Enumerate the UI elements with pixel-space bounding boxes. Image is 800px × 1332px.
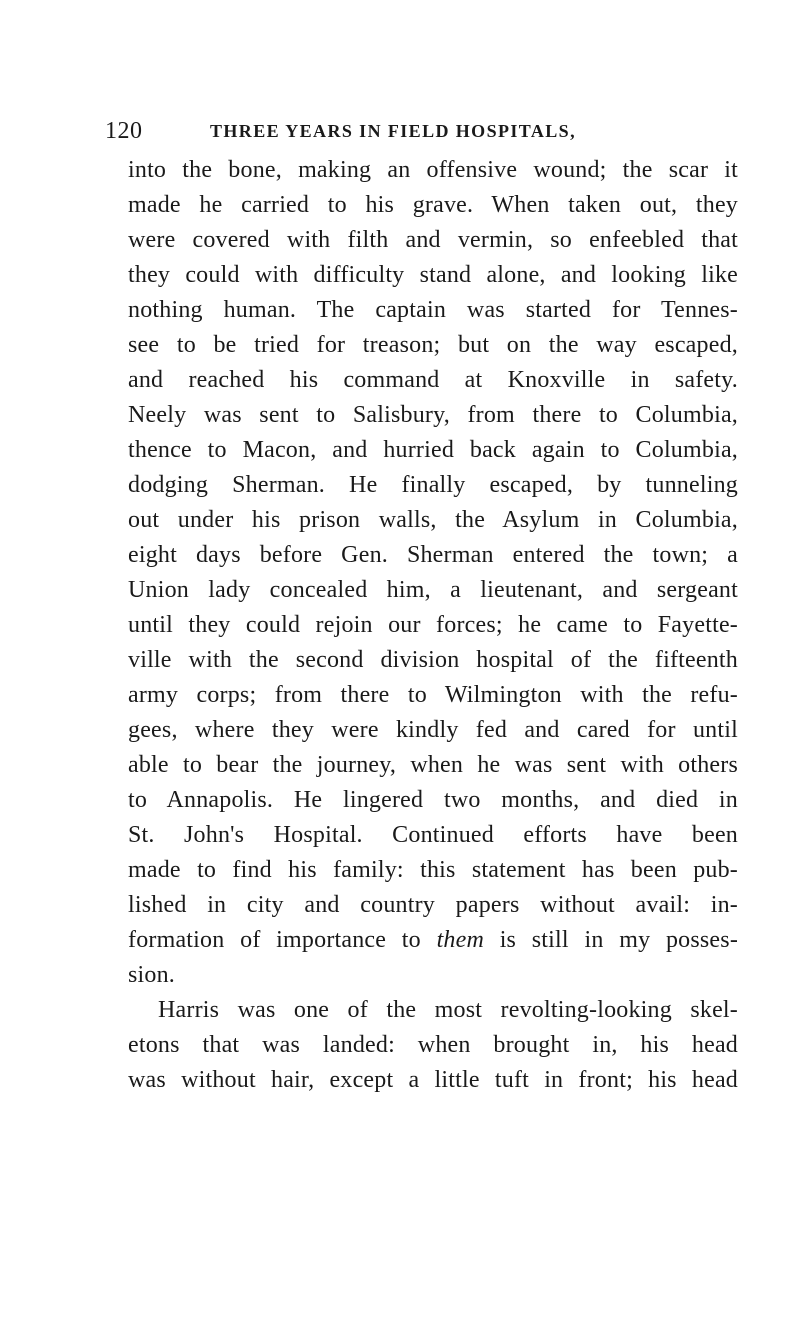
- text-line: nothing human. The captain was started for Tennes-: [128, 297, 738, 323]
- text-line-paragraph-start: Harris was one of the most revolting-looking skel-: [158, 997, 738, 1023]
- text-line: St. John's Hospital. Continued efforts have been: [128, 822, 738, 848]
- body-text: [128, 153, 738, 1098]
- text-line: thence to Macon, and hurried back again to Columbia,: [128, 437, 738, 463]
- text-line: eight days before Gen. Sherman entered the town; a: [128, 542, 738, 568]
- text-line: into the bone, making an offensive wound; the scar it: [128, 157, 738, 183]
- text-segment: formation of importance to: [128, 927, 437, 953]
- page-header: [105, 118, 745, 148]
- text-line: ville with the second division hospital of the fifteenth: [128, 647, 738, 673]
- text-line: made to find his family: this statement has been pub-: [128, 857, 738, 883]
- text-line: made he carried to his grave. When taken out, they: [128, 192, 738, 218]
- text-line: until they could rejoin our forces; he came to Fayette-: [128, 612, 738, 638]
- text-line: and reached his command at Knoxville in safety.: [128, 367, 738, 393]
- text-line-with-italic: [128, 923, 738, 958]
- text-line: etons that was landed: when brought in, his head: [128, 1032, 738, 1058]
- text-line-paragraph-end: sion.: [128, 962, 176, 988]
- text-line: lished in city and country papers without avail: in-: [128, 892, 738, 918]
- text-line: dodging Sherman. He finally escaped, by tunneling: [128, 472, 738, 498]
- italic-word: them: [436, 927, 485, 953]
- text-segment: is still in my posses-: [484, 927, 739, 953]
- text-line: gees, where they were kindly fed and cared for until: [128, 717, 738, 743]
- running-head: THREE YEARS IN FIELD HOSPITALS,: [210, 121, 576, 141]
- text-line: Neely was sent to Salisbury, from there to Columbia,: [128, 402, 738, 428]
- text-line: were covered with filth and vermin, so enfeebled that: [128, 227, 738, 253]
- page-number: 120: [105, 118, 143, 144]
- text-line: to Annapolis. He lingered two months, and died in: [128, 787, 738, 813]
- text-line: Union lady concealed him, a lieutenant, and sergeant: [128, 577, 738, 603]
- text-line: see to be tried for treason; but on the way escaped,: [128, 332, 738, 358]
- text-line: army corps; from there to Wilmington with the refu-: [128, 682, 738, 708]
- text-line: was without hair, except a little tuft in front; his head: [128, 1067, 738, 1093]
- text-line: able to bear the journey, when he was sent with others: [128, 752, 738, 778]
- text-line: out under his prison walls, the Asylum in Columbia,: [128, 507, 738, 533]
- text-line: they could with difficulty stand alone, and looking like: [128, 262, 738, 288]
